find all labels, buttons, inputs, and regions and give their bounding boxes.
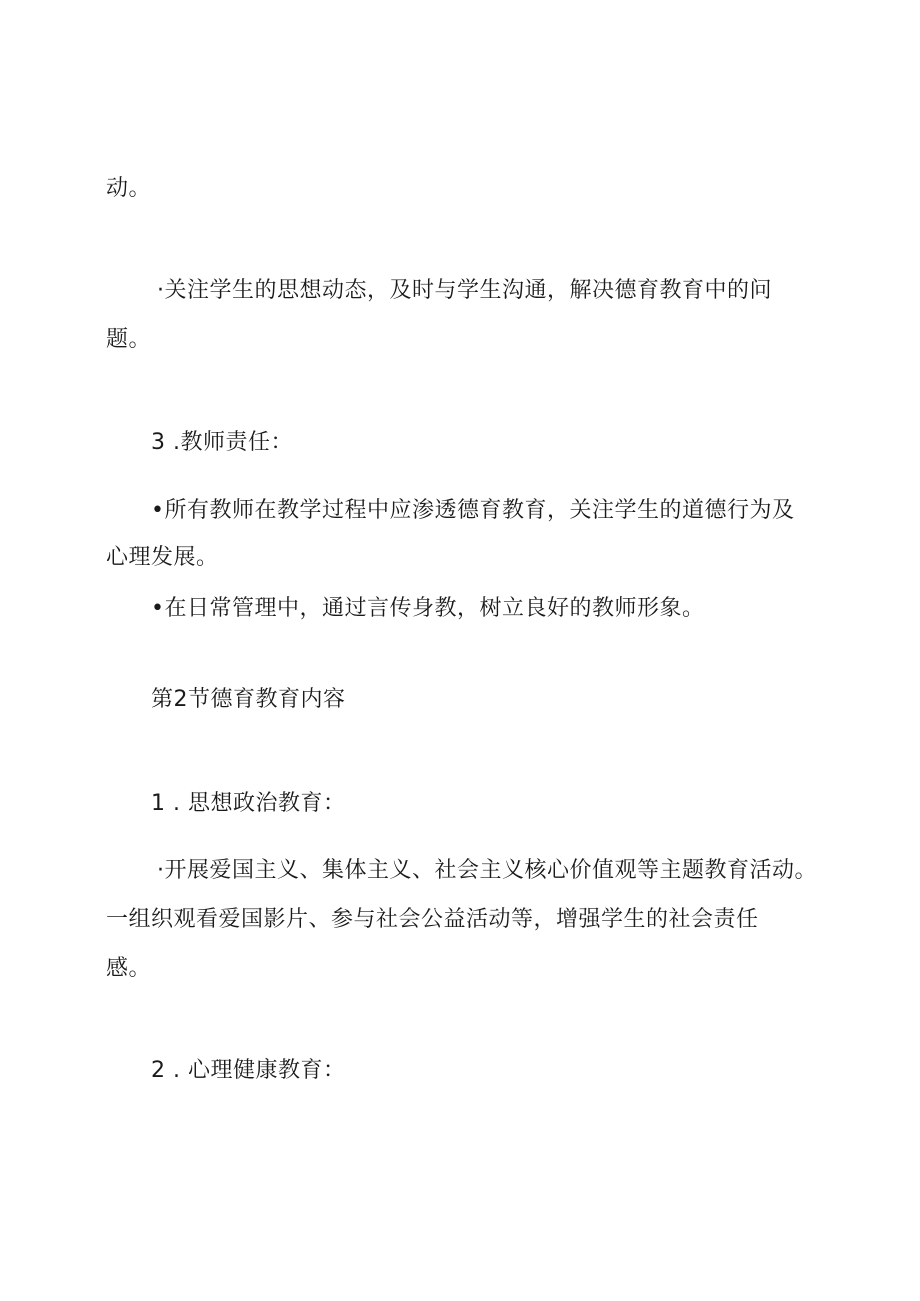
bullet-item: ·开展爱国主义、集体主义、社会主义核心价值观等主题教育活动。 [157,858,817,883]
paragraph-line: 心理发展。 [106,545,219,570]
bullet-item: •所有教师在教学过程中应渗透德育教育，关注学生的道德行为及 [151,498,795,523]
paragraph-line: 一组织观看爱国影片、参与社会公益活动等，增强学生的社会责任 [106,907,759,932]
section-heading: 3 .教师责任： [151,430,293,455]
paragraph-line: 感。 [106,956,152,981]
chapter-heading: 第2节德育教育内容 [151,687,346,712]
paragraph-line: 动。 [106,176,152,201]
bullet-item: •在日常管理中，通过言传身教，树立良好的教师形象。 [151,596,705,621]
paragraph-line: 题。 [106,327,152,352]
bullet-item: ·关注学生的思想动态，及时与学生沟通，解决德育教育中的问 [157,278,772,303]
section-heading: 2 . 心理健康教育： [151,1058,346,1083]
section-heading: 1 . 思想政治教育： [151,791,346,816]
